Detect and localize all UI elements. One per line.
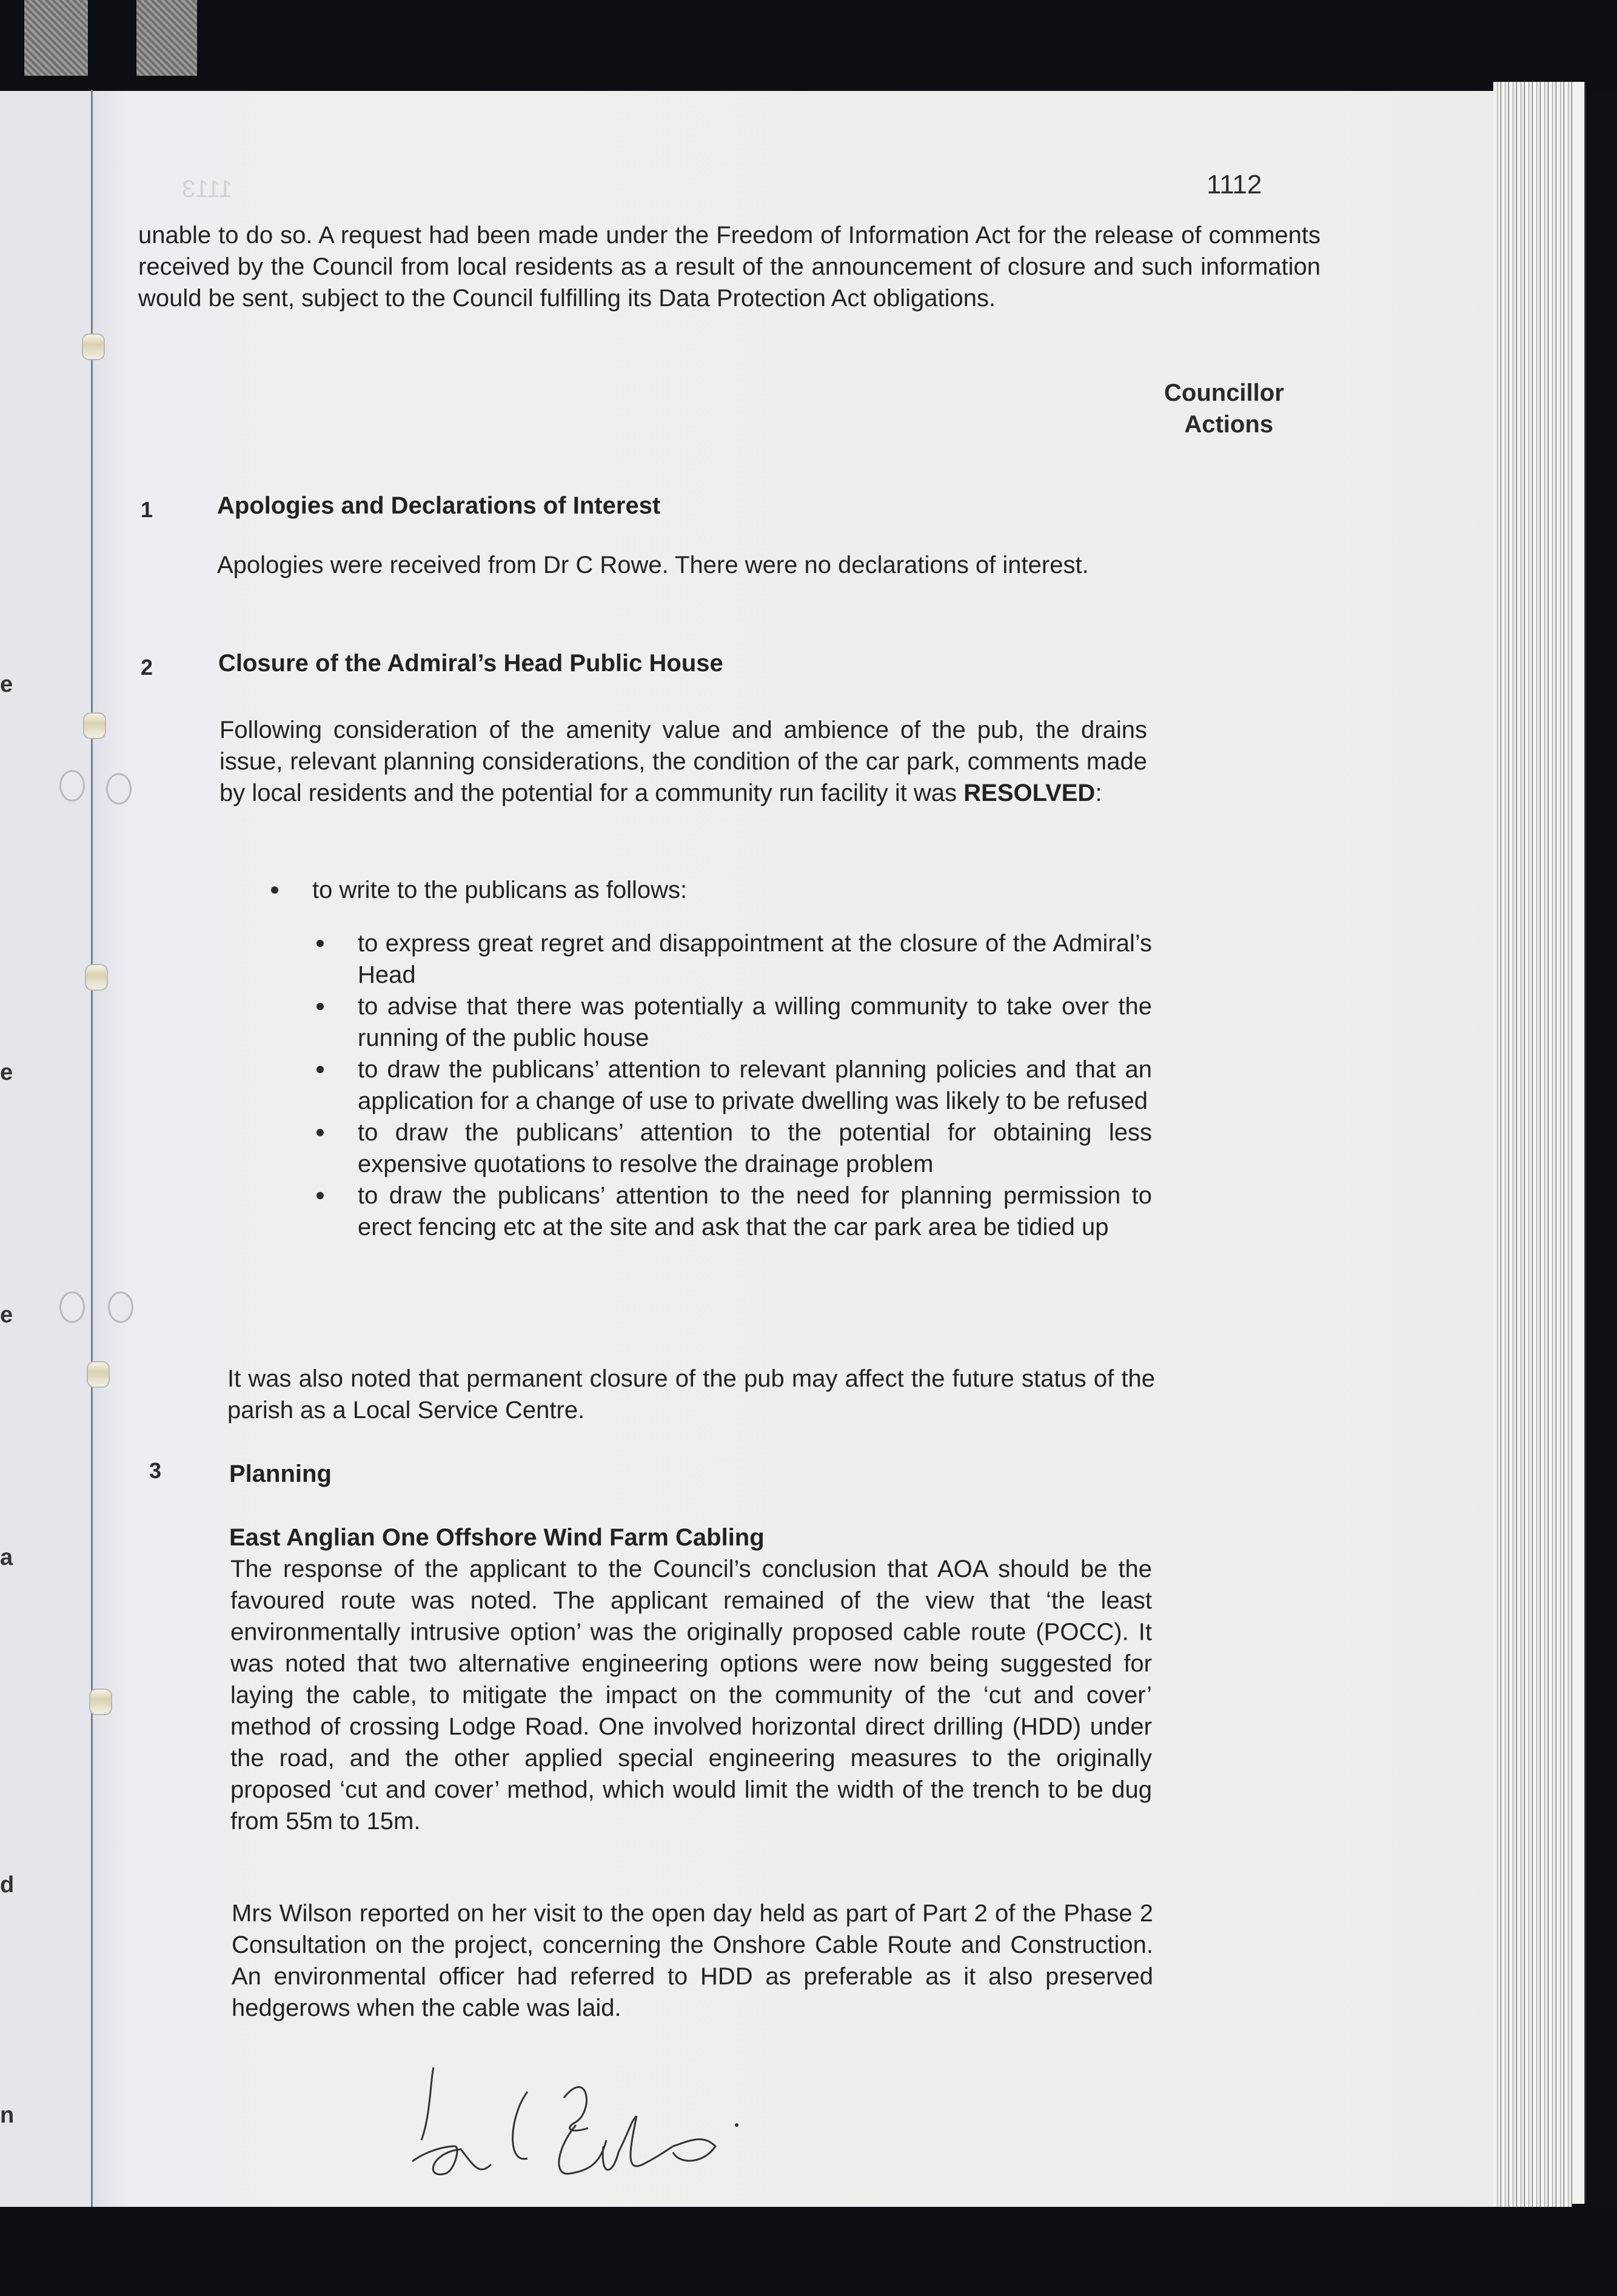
bullet-icon (316, 940, 324, 947)
councillor-actions-heading: Councillor Actions (1164, 380, 1284, 438)
bullet-icon (271, 886, 278, 894)
page-stack-cap (1572, 82, 1585, 2204)
list-item-text: to advise that there was potentially a willing community to take over the running of the public house (358, 993, 1152, 1051)
resolved-colon: : (1095, 780, 1102, 806)
left-page-fragment: n (0, 2103, 15, 2128)
item-number: 3 (149, 1458, 162, 1483)
binder-bottom-edge (0, 2207, 1617, 2296)
item-number: 1 (141, 497, 153, 522)
list-item (358, 1054, 1152, 1117)
handwritten-signature (388, 2043, 934, 2195)
left-page-fragment: a (0, 1545, 13, 1570)
list-item-text: to draw the publicans’ attention to the potential for obtaining less expensive quotations to resolve the drainage problem (358, 1119, 1152, 1177)
left-page-fragment: d (0, 1872, 15, 1898)
section-title: Apologies and Declarations of Interest (217, 492, 661, 519)
section-subheading: East Anglian One Offshore Wind Farm Cabling (229, 1524, 765, 1551)
punch-hole (108, 1291, 133, 1323)
opening-paragraph: unable to do so. A request had been made under the Freedom of Information Act for the release of comments received by the Council from local residents as a result of the announcement of closure and such information would be sent, subject to the Council fulfilling its Data Protection Act obligations. (138, 222, 1321, 312)
intro-text: Following consideration of the amenity value and ambience of the pub, the drains issue, relevant planning considerations, the condition of the car park, comments made by local residents and the potential for a community run facility it was (219, 717, 1147, 806)
binding-ring (83, 712, 106, 739)
list-item (312, 874, 1161, 906)
left-page-fragment: e (0, 1302, 13, 1328)
section-paragraph: Mrs Wilson reported on her visit to the open day held as part of Part 2 of the Phase 2 Consultation on the project, concerning the Onshore Cable Route and Construction. An environmental officer had referred to HDD as preferable as it also preserved hedgerows when the cable was laid. (232, 1900, 1153, 2021)
page-number: 1112 (1207, 170, 1262, 199)
list-item-text: to draw the publicans’ attention to the need for planning permission to erect fencing etc at the site and ask that the car park area be tidied up (358, 1182, 1152, 1240)
left-page-fragment: e (0, 672, 13, 697)
show-through-page-number: 1113 (182, 176, 233, 202)
left-page-fragment: e (0, 1060, 13, 1085)
punch-hole (59, 770, 85, 802)
binder-top-edge (0, 0, 1617, 91)
binding-ring (82, 333, 105, 360)
section-title: Closure of the Admiral’s Head Public House (218, 650, 723, 677)
binder-strap (136, 0, 197, 76)
punch-hole (106, 773, 132, 805)
page-stack-edge (1493, 82, 1572, 2219)
section-closing: It was also noted that permanent closure of the pub may affect the future status of the parish as a Local Service Centre. (227, 1365, 1155, 1424)
sub-bullet-list (358, 928, 1152, 1243)
bullet-icon (316, 1003, 324, 1010)
binding-ring (89, 1689, 112, 1715)
list-item-text: to write to the publicans as follows: (312, 877, 688, 903)
section-paragraph: The response of the applicant to the Council’s conclusion that AOA should be the favoured route was noted. The applicant remained of the view that ‘the least environmentally intrusive option’ was the originally proposed cable route (POCC). It was noted that two alternative engineering options were now being suggested for laying the cable, to mitigate the impact on the community of the ‘cut and cover’ method of crossing Lodge Road. One involved horizontal direct drilling (HDD) under the road, and the other applied special engineering measures to the originally proposed ‘cut and cover’ method, which would limit the width of the trench to be dug from 55m to 15m. (230, 1556, 1152, 1835)
item-number: 2 (141, 655, 153, 680)
binder-strap (24, 0, 88, 76)
section-body: Apologies were received from Dr C Rowe. There were no declarations of interest. (217, 552, 1089, 578)
section-intro (219, 714, 1147, 809)
list-item (358, 991, 1152, 1054)
list-item-text: to draw the publicans’ attention to relevant planning policies and that an application for a change of use to private dwelling was likely to be refused (358, 1056, 1152, 1114)
bullet-icon (316, 1129, 324, 1136)
list-item (358, 928, 1152, 991)
left-facing-page (0, 91, 91, 2207)
list-item (358, 1180, 1152, 1243)
list-item (358, 1117, 1152, 1180)
section-title: Planning (229, 1461, 332, 1487)
punch-hole (59, 1291, 85, 1323)
resolved-keyword: RESOLVED (963, 780, 1096, 806)
binding-ring (87, 1361, 110, 1388)
bullet-icon (316, 1192, 324, 1199)
bullet-icon (316, 1066, 324, 1073)
list-item-text: to express great regret and disappointment at the closure of the Admiral’s Head (358, 930, 1152, 988)
binding-ring (85, 964, 108, 991)
